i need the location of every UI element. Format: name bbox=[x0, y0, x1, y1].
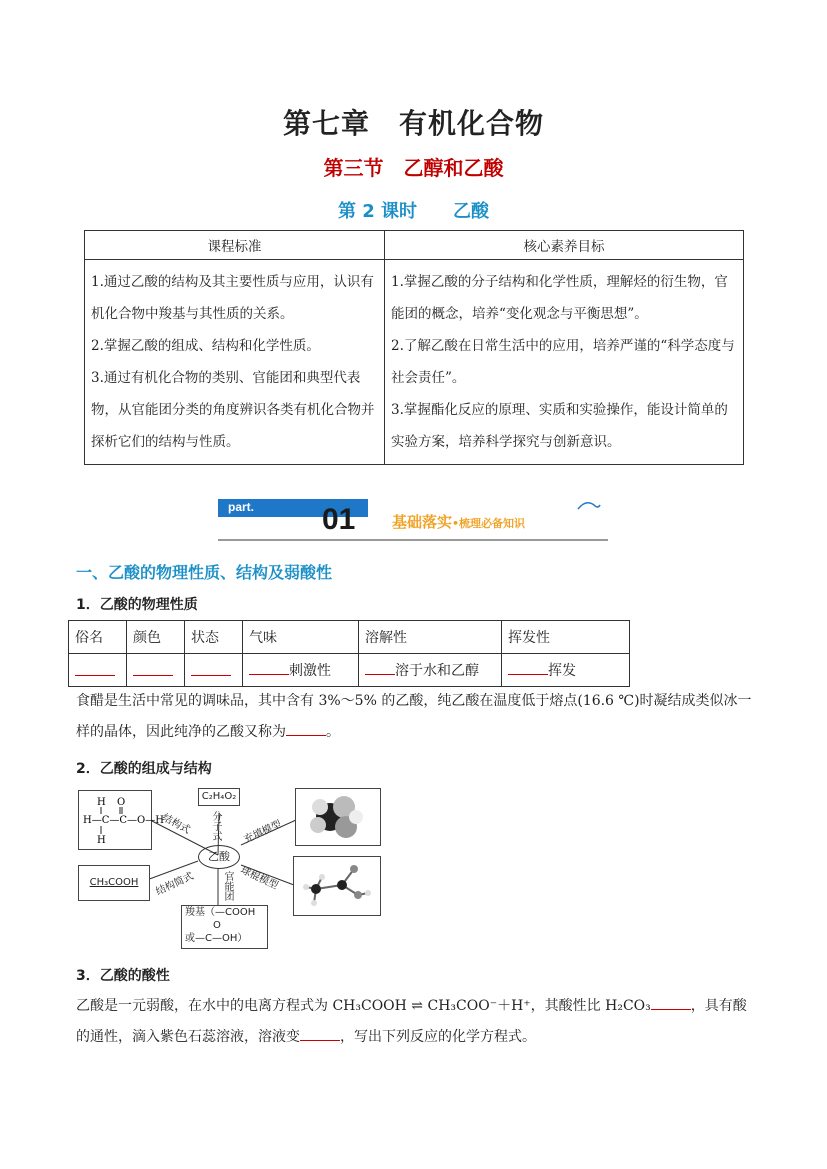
banner-part-label: part. bbox=[228, 500, 255, 514]
part-banner bbox=[218, 497, 608, 543]
standards-col2-item: 3.掌握酯化反应的原理、实质和实验操作，能设计简单的实验方案，培养科学探究与创新意识。 bbox=[391, 402, 728, 450]
ball-stick-model bbox=[293, 856, 381, 916]
space-filling-model bbox=[295, 788, 381, 846]
answer-blank[interactable] bbox=[300, 1026, 340, 1041]
space-filling-image bbox=[296, 789, 380, 845]
structural-formula-drawing bbox=[79, 791, 164, 849]
paragraph-vinegar-text: 食醋是生活中常见的调味品，其中含有 3%～5% 的乙酸，纯乙酸在温度低于熔点(16.6 ℃)时凝结成类似冰一样的晶体，因此纯净的乙酸又称为 bbox=[76, 693, 752, 740]
structural-formula-box bbox=[78, 790, 164, 850]
standards-col2 bbox=[385, 260, 744, 465]
standards-col2-item: 1.掌握乙酸的分子结构和化学性质，理解烃的衍生物，官能团的概念，培养“变化观念与平衡思想”。 bbox=[391, 274, 728, 322]
acetic-acid-center: 乙酸 bbox=[198, 845, 240, 869]
swirl-icon bbox=[576, 499, 602, 513]
subheading-acidity: 3．乙酸的酸性 bbox=[76, 968, 170, 984]
standards-header-col2: 核心素养目标 bbox=[385, 231, 744, 260]
banner-underline bbox=[218, 539, 608, 541]
section-heading: 一、乙酸的物理性质、结构及弱酸性 bbox=[76, 563, 333, 582]
prop-header: 挥发性 bbox=[502, 621, 630, 654]
label-ball-stick: 球棍模型 bbox=[238, 864, 280, 892]
answer-blank[interactable] bbox=[75, 661, 115, 676]
standards-col1-item: 2.掌握乙酸的组成、结构和化学性质。 bbox=[91, 338, 320, 354]
label-molecular: 分子式 bbox=[210, 811, 221, 841]
label-functional-group: 官能团 bbox=[222, 871, 233, 901]
prop-header: 颜色 bbox=[127, 621, 185, 654]
svg-text:O: O bbox=[117, 797, 126, 808]
standards-col1-item: 3.通过有机化合物的类别、官能团和典型代表物，从官能团分类的角度辨识各类有机化合物并探析它们的结构与性质。 bbox=[91, 370, 375, 450]
banner-slogan-sub: •梳理必备知识 bbox=[452, 517, 526, 530]
prop-value bbox=[502, 654, 630, 687]
acidity-text-a: 乙酸是一元弱酸，在水中的电离方程式为 CH₃COOH ⇌ CH₃COO⁻＋H⁺，其酸性比 H₂CO₃ bbox=[76, 998, 651, 1014]
answer-blank[interactable] bbox=[191, 661, 231, 676]
subheading-structure: 2．乙酸的组成与结构 bbox=[76, 761, 212, 777]
subheading-physical: 1．乙酸的物理性质 bbox=[76, 597, 198, 613]
standards-table bbox=[84, 230, 744, 465]
section-title: 第三节 乙醇和乙酸 bbox=[323, 156, 504, 180]
prop-value bbox=[185, 654, 243, 687]
label-structural: 结构式 bbox=[160, 812, 192, 837]
prop-value bbox=[243, 654, 359, 687]
functional-group-line2: 或—C—OH） bbox=[185, 933, 248, 944]
lesson-title: 第 2 课时 乙酸 bbox=[337, 201, 490, 222]
paragraph-vinegar bbox=[76, 686, 756, 748]
physical-properties-table bbox=[68, 620, 630, 687]
functional-group-o: O bbox=[213, 920, 221, 931]
paragraph-vinegar-end: 。 bbox=[326, 724, 340, 740]
prop-header: 俗名 bbox=[69, 621, 127, 654]
svg-text:H: H bbox=[97, 835, 106, 846]
banner-number: 01 bbox=[322, 503, 356, 536]
prop-value-text: 溶于水和乙醇 bbox=[395, 663, 479, 679]
prop-header: 状态 bbox=[185, 621, 243, 654]
prop-value-text: 刺激性 bbox=[289, 663, 331, 679]
functional-group-box bbox=[181, 905, 268, 949]
condensed-formula-box: CH₃COOH bbox=[78, 865, 150, 901]
answer-blank[interactable] bbox=[286, 721, 326, 736]
prop-header: 气味 bbox=[243, 621, 359, 654]
answer-blank[interactable] bbox=[133, 661, 173, 676]
paragraph-acidity bbox=[76, 991, 756, 1053]
standards-col1 bbox=[85, 260, 385, 465]
standards-header-col1: 课程标准 bbox=[85, 231, 385, 260]
label-space-filling: 充填模型 bbox=[242, 818, 284, 846]
acidity-text-b: ，具有酸的通性，滴入紫色石蕊溶液，溶液变 bbox=[76, 998, 747, 1045]
svg-text:H: H bbox=[97, 797, 106, 808]
molecular-formula-box: C₂H₄O₂ bbox=[198, 788, 240, 806]
prop-value bbox=[69, 654, 127, 687]
standards-col1-item: 1.通过乙酸的结构及其主要性质与应用，认识有机化合物中羧基与其性质的关系。 bbox=[91, 274, 374, 322]
standards-col2-item: 2.了解乙酸在日常生活中的应用，培养严谨的“科学态度与社会责任”。 bbox=[391, 338, 735, 386]
answer-blank[interactable] bbox=[651, 995, 691, 1010]
answer-blank[interactable] bbox=[508, 660, 548, 675]
prop-value bbox=[359, 654, 502, 687]
label-condensed: 结构简式 bbox=[154, 870, 196, 898]
prop-value bbox=[127, 654, 185, 687]
functional-group-line1: 羧基（—COOH bbox=[185, 907, 256, 918]
chapter-title: 第七章 有机化合物 bbox=[282, 107, 544, 140]
acidity-text-c: ，写出下列反应的化学方程式。 bbox=[340, 1029, 536, 1045]
ball-stick-image bbox=[294, 857, 380, 915]
banner-slogan-main: 基础落实 bbox=[392, 513, 453, 531]
answer-blank[interactable] bbox=[365, 660, 395, 675]
banner-slogan bbox=[392, 511, 525, 532]
svg-text:H—C—C—O—H: H—C—C—O—H bbox=[83, 815, 164, 826]
answer-blank[interactable] bbox=[249, 660, 289, 675]
prop-header: 溶解性 bbox=[359, 621, 502, 654]
prop-value-text: 挥发 bbox=[548, 663, 576, 679]
